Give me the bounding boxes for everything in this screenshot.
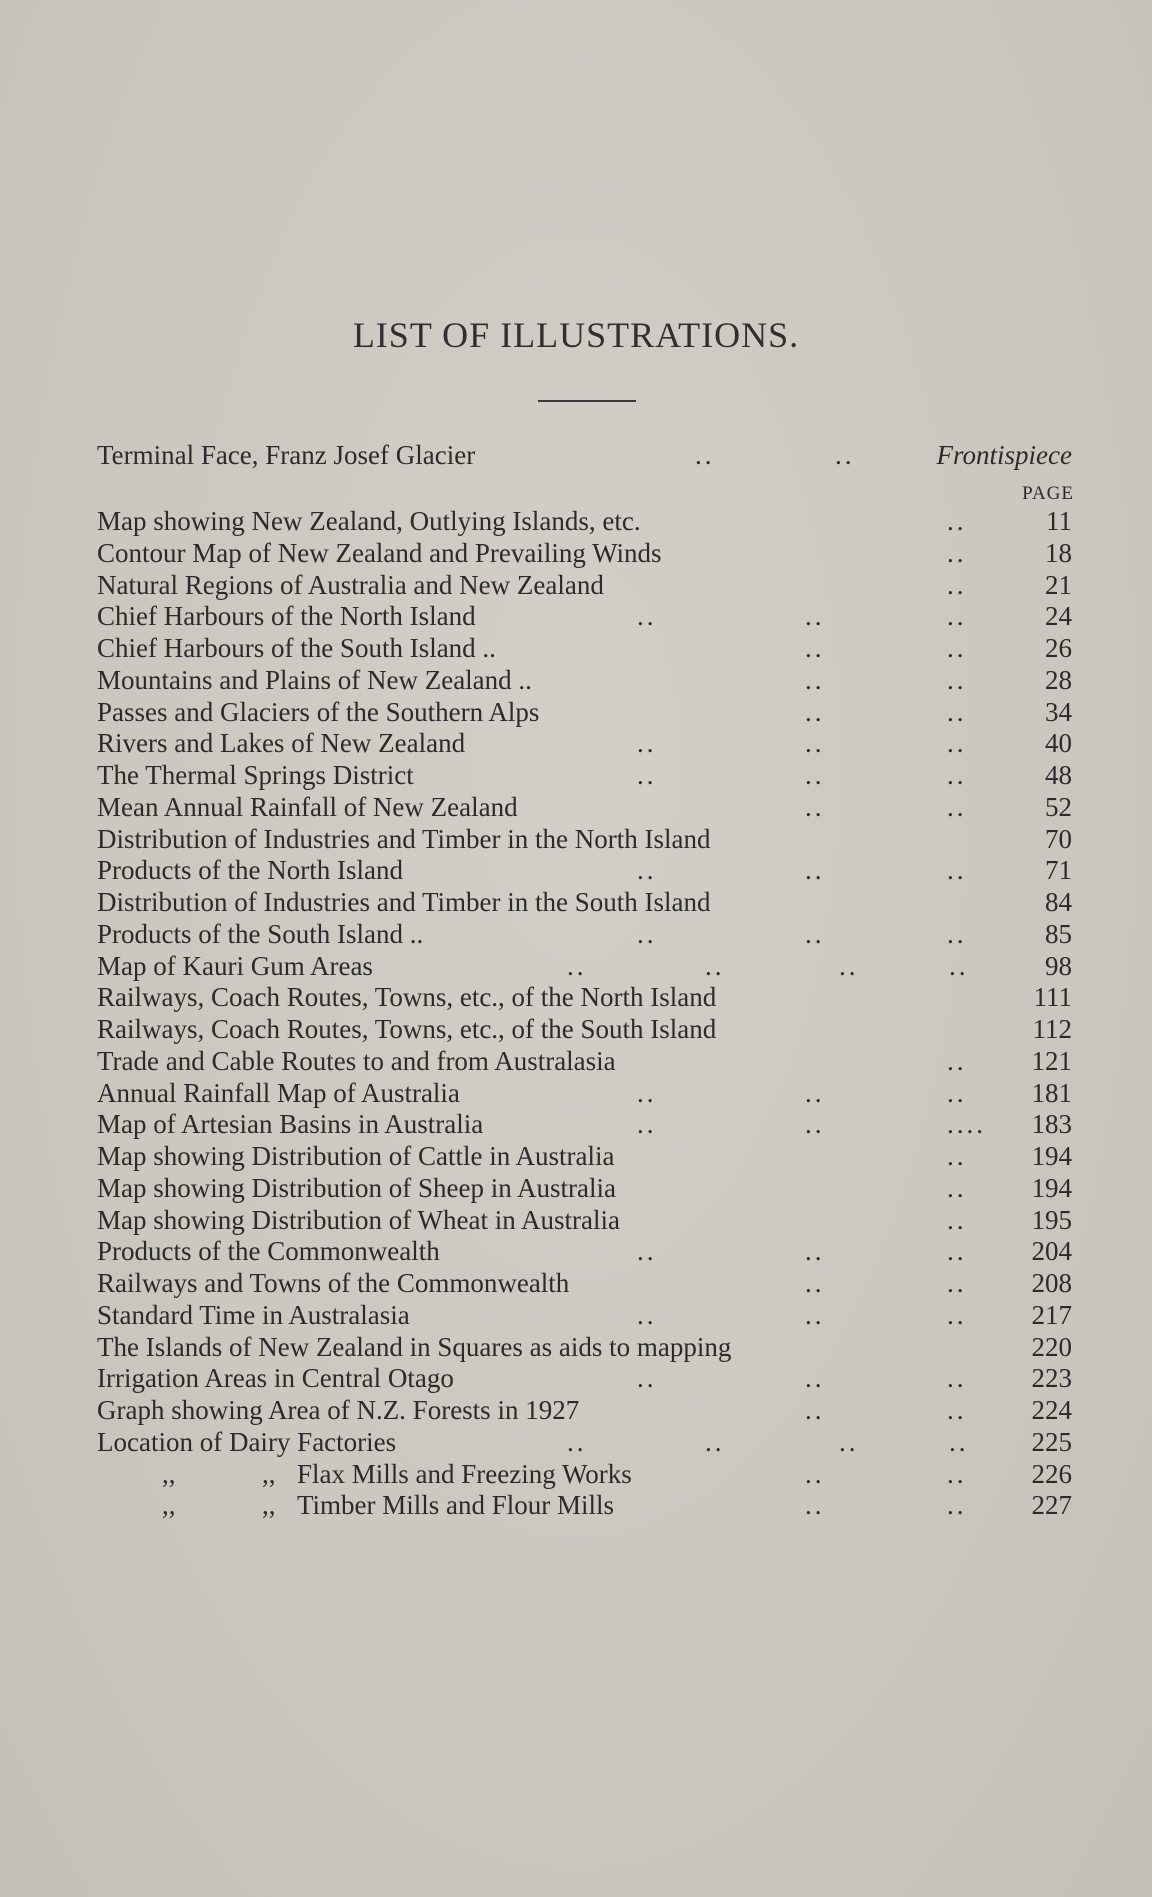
entry-title: Railways, Coach Routes, Towns, etc., of the North Island <box>97 982 717 1013</box>
entry-page: 181 <box>1031 1077 1072 1108</box>
entry-title: Irrigation Areas in Central Otago <box>97 1363 454 1394</box>
entry-leader: .. <box>805 1299 825 1330</box>
entry-leader: .. <box>947 506 967 536</box>
list-item <box>97 728 1072 760</box>
entry-leader: .. <box>805 1109 825 1140</box>
entry-page: 18 <box>1045 537 1072 568</box>
entry-leader: .. <box>947 760 967 790</box>
list-item <box>97 1459 1072 1491</box>
list-item <box>97 1332 1072 1364</box>
list-item <box>97 1363 1072 1395</box>
entry-title: Mountains and Plains of New Zealand .. <box>97 664 532 695</box>
list-item <box>97 1141 1072 1173</box>
entry-title: Contour Map of New Zealand and Prevailing Winds <box>97 537 662 568</box>
list-item <box>97 538 1072 570</box>
entry-leader: .. <box>637 855 657 886</box>
entry-leader: .. <box>805 1268 825 1298</box>
entry-leader: .. <box>839 1426 859 1457</box>
entry-leader: .. <box>567 950 587 981</box>
list-item <box>97 601 1072 633</box>
ditto-mark: ,, <box>162 1490 176 1521</box>
title-rule <box>538 400 636 402</box>
list-item <box>97 1014 1072 1046</box>
entry-page: 71 <box>1045 855 1072 886</box>
list-item <box>97 919 1072 951</box>
entry-leader: .. <box>805 1395 825 1425</box>
entry-title: Natural Regions of Australia and New Zealand <box>97 569 604 600</box>
entry-title: Rivers and Lakes of New Zealand <box>97 728 466 759</box>
entry-page: 195 <box>1031 1204 1072 1235</box>
list-item <box>97 760 1072 792</box>
entry-leader: .. <box>947 664 967 695</box>
entry-title: Annual Rainfall Map of Australia <box>97 1077 460 1108</box>
entry-title: Standard Time in Australasia <box>97 1299 410 1330</box>
entry-leader: .. <box>805 633 825 663</box>
entry-leader: .. <box>637 601 657 632</box>
entry-leader: .. <box>805 1236 825 1267</box>
entry-leader: .. <box>705 1426 725 1457</box>
entry-page: 85 <box>1045 918 1072 949</box>
list-item <box>97 506 1072 538</box>
entry-title: Terminal Face, Franz Josef Glacier <box>97 440 476 470</box>
entry-page: 111 <box>1033 982 1072 1013</box>
ditto-mark: ,, <box>262 1490 276 1521</box>
entry-leader: .. <box>947 1363 967 1394</box>
entry-leader: .. <box>805 855 825 886</box>
entry-title: Chief Harbours of the North Island <box>97 601 476 632</box>
entry-title: Map showing Distribution of Wheat in Australia <box>97 1204 620 1235</box>
entry-title: Products of the South Island .. <box>97 918 424 949</box>
entry-leader: .. <box>949 950 969 981</box>
entry-page: 223 <box>1031 1363 1072 1394</box>
list-item <box>97 1395 1072 1427</box>
entry-title: Map showing Distribution of Sheep in Australia <box>97 1172 616 1203</box>
entry-title: Location of Dairy Factories <box>97 1426 397 1457</box>
entry-title: Map showing Distribution of Cattle in Australia <box>97 1141 615 1171</box>
entry-leader: .. <box>947 855 967 886</box>
list-item <box>97 697 1072 729</box>
entry-title: Railways, Coach Routes, Towns, etc., of the South Island <box>97 1014 717 1044</box>
entry-title: Trade and Cable Routes to and from Australasia <box>97 1045 616 1076</box>
entry-leader: .. <box>637 728 657 759</box>
list-item <box>97 1078 1072 1110</box>
entry-leader: .. <box>947 633 967 663</box>
entry-leader: .. <box>705 950 725 981</box>
entry-page: 26 <box>1045 633 1072 663</box>
entry-title: Graph showing Area of N.Z. Forests in 1927 <box>97 1395 580 1425</box>
entry-leader: .. <box>637 1363 657 1394</box>
entry-leader: .. <box>805 1077 825 1108</box>
entry-leader: .. <box>637 1299 657 1330</box>
entry-leader: .. <box>805 601 825 632</box>
illustrations-list <box>97 506 1072 1522</box>
entry-page: 11 <box>1046 506 1072 536</box>
entry-leader: .. <box>947 918 967 949</box>
entry-page: 183 <box>1031 1109 1072 1140</box>
entry-title: Flax Mills and Freezing Works <box>297 1458 632 1489</box>
entry-page: 52 <box>1045 791 1072 822</box>
entry-page: 226 <box>1031 1458 1072 1489</box>
entry-leader: .. <box>805 1458 825 1489</box>
entry-page: 112 <box>1032 1014 1072 1044</box>
entry-page: 28 <box>1045 664 1072 695</box>
ditto-mark: ,, <box>262 1458 276 1489</box>
entry-title: Map showing New Zealand, Outlying Islands, etc. <box>97 506 641 536</box>
entry-page: 227 <box>1031 1490 1072 1521</box>
entry-page: 217 <box>1031 1299 1072 1330</box>
entry-title: Distribution of Industries and Timber in the South Island <box>97 887 711 917</box>
entry-leader: .. <box>947 569 967 600</box>
entry-leader: .. <box>805 760 825 790</box>
entry-title: Chief Harbours of the South Island .. <box>97 633 496 663</box>
entry-leader: .. <box>695 440 715 470</box>
entry-title: Distribution of Industries and Timber in the North Island <box>97 823 711 854</box>
entry-leader: .. <box>947 1172 967 1203</box>
entry-page: 48 <box>1045 760 1072 790</box>
list-item <box>97 1236 1072 1268</box>
list-item <box>97 855 1072 887</box>
list-item <box>97 1427 1072 1459</box>
entry-leader: .. <box>567 1426 587 1457</box>
page-column-heading: PAGE <box>1022 483 1074 504</box>
entry-page: 40 <box>1045 728 1072 759</box>
entry-leader: .. <box>805 728 825 759</box>
entry-title: Map of Artesian Basins in Australia <box>97 1109 484 1140</box>
entry-page: 70 <box>1045 823 1072 854</box>
entry-leader: .. <box>947 696 967 727</box>
entry-title: Timber Mills and Flour Mills <box>297 1490 615 1521</box>
ditto-mark: ,, <box>162 1458 176 1489</box>
entry-page: 84 <box>1045 887 1072 917</box>
entry-page: 194 <box>1031 1141 1072 1171</box>
entry-leader: .. <box>839 950 859 981</box>
entry-leader: .. <box>637 1236 657 1267</box>
entry-page: 21 <box>1045 569 1072 600</box>
list-item <box>97 1109 1072 1141</box>
page-title: LIST OF ILLUSTRATIONS. <box>352 315 800 355</box>
list-item <box>97 1205 1072 1237</box>
entry-leader: .. <box>947 1268 967 1298</box>
entry-leader: .. <box>947 728 967 759</box>
list-item <box>97 982 1072 1014</box>
entry-page: Frontispiece <box>936 440 1072 470</box>
frontispiece-entry <box>97 440 1072 472</box>
entry-leader: .. <box>947 1141 967 1171</box>
entry-title: Mean Annual Rainfall of New Zealand <box>97 791 518 822</box>
entry-leader: .. <box>947 1236 967 1267</box>
list-item <box>97 792 1072 824</box>
entry-leader: .. <box>805 1363 825 1394</box>
entry-page: 220 <box>1031 1331 1072 1362</box>
entry-title: Passes and Glaciers of the Southern Alps <box>97 696 540 727</box>
entry-leader: .. <box>805 664 825 695</box>
entry-leader: .. <box>947 1077 967 1108</box>
entry-title: Map of Kauri Gum Areas <box>97 950 373 981</box>
list-item <box>97 1490 1072 1522</box>
entry-page: 225 <box>1031 1426 1072 1457</box>
entry-leader: .. <box>947 1395 967 1425</box>
entry-title: Products of the Commonwealth <box>97 1236 440 1267</box>
entry-leader: .. <box>947 1299 967 1330</box>
entry-leader: .. <box>805 696 825 727</box>
entry-leader: .. <box>637 918 657 949</box>
list-item <box>97 951 1072 983</box>
entry-leader: .. <box>637 1109 657 1140</box>
entry-page: 224 <box>1031 1395 1072 1425</box>
list-item <box>97 633 1072 665</box>
entry-leader: .. <box>949 1426 969 1457</box>
entry-leader: .. <box>947 791 967 822</box>
entry-leader: .. <box>947 1458 967 1489</box>
list-item <box>97 1268 1072 1300</box>
list-item <box>97 665 1072 697</box>
list-item <box>97 570 1072 602</box>
entry-title: The Thermal Springs District <box>97 760 414 790</box>
entry-title: The Islands of New Zealand in Squares as aids to mapping <box>97 1331 732 1362</box>
entry-leader: .. <box>637 1077 657 1108</box>
entry-leader: .. <box>947 537 967 568</box>
entry-leader: .. <box>805 918 825 949</box>
entry-page: 194 <box>1031 1172 1072 1203</box>
list-item <box>97 1173 1072 1205</box>
entry-leader: .. <box>805 791 825 822</box>
entry-title: Railways and Towns of the Commonwealth <box>97 1268 570 1298</box>
entry-leader: .... <box>947 1109 986 1140</box>
entry-leader: .. <box>947 1204 967 1235</box>
entry-leader: .. <box>947 1045 967 1076</box>
list-item <box>97 824 1072 856</box>
entry-leader: .. <box>947 1490 967 1521</box>
entry-page: 208 <box>1031 1268 1072 1298</box>
list-item <box>97 1046 1072 1078</box>
entry-page: 121 <box>1031 1045 1072 1076</box>
entry-page: 204 <box>1031 1236 1072 1267</box>
entry-leader: .. <box>835 440 855 470</box>
entry-leader: .. <box>947 601 967 632</box>
entry-page: 98 <box>1045 950 1072 981</box>
list-item <box>97 1300 1072 1332</box>
entry-leader: .. <box>637 760 657 790</box>
entry-page: 24 <box>1045 601 1072 632</box>
list-item <box>97 887 1072 919</box>
entry-title: Products of the North Island <box>97 855 403 886</box>
entry-page: 34 <box>1045 696 1072 727</box>
entry-leader: .. <box>805 1490 825 1521</box>
